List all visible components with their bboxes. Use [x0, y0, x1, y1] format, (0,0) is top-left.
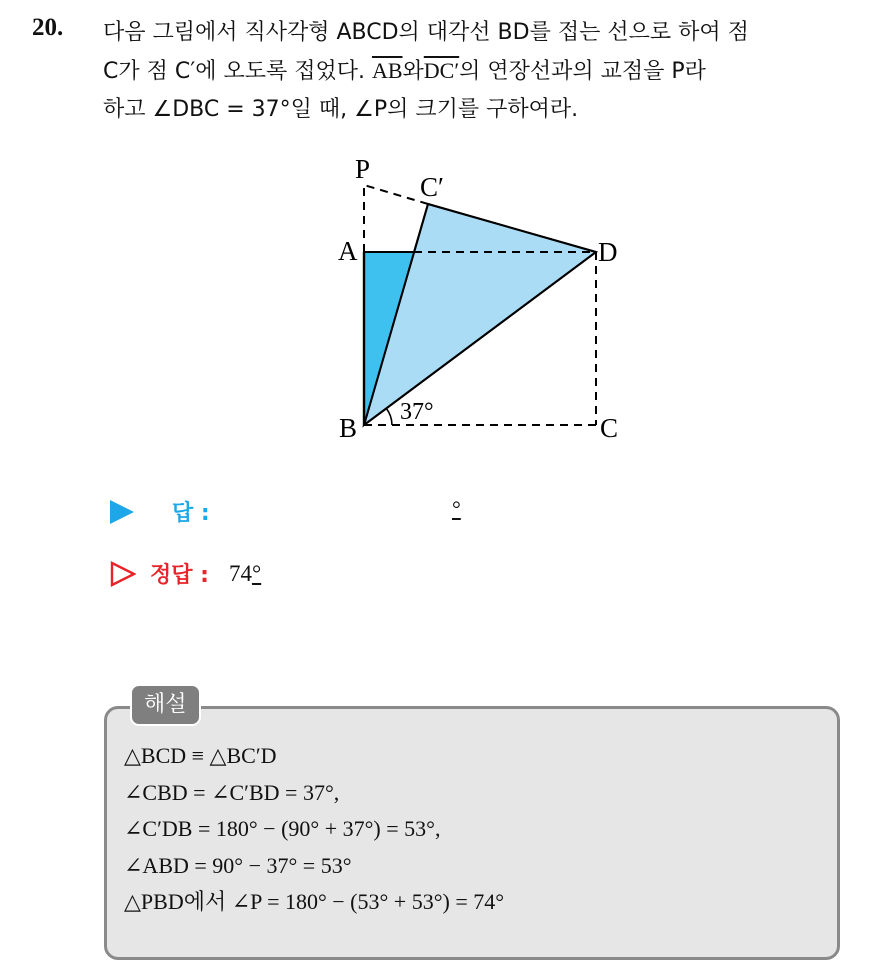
segment-ab: $\overline{AB}$ [371, 58, 403, 83]
problem-line-2-and: 와 [402, 59, 424, 84]
segment-dc-prime: DC′ [423, 58, 460, 83]
outline-triangle-icon [110, 561, 136, 587]
problem-number: 20. [32, 14, 64, 41]
label-c: C [600, 413, 619, 443]
solution-line-3: ∠C′DB = 180° − (90° + 37°) = 53°, [124, 816, 441, 841]
label-b: B [339, 413, 358, 443]
correct-answer-unit: ° [251, 560, 262, 586]
angle-label-37: 37° [400, 399, 434, 425]
angle-arc-37 [386, 408, 392, 425]
solution-line-4: ∠ABD = 90° − 37° = 53° [124, 852, 352, 878]
answer-input-row [110, 496, 210, 527]
correct-answer-value [229, 561, 261, 587]
answer-input-blank[interactable]: ° [452, 496, 461, 521]
problem-line-3: 하고 ∠DBC = 37°일 때, ∠P의 크기를 구하여라. [103, 97, 579, 122]
dashed-c-prime-p [364, 185, 428, 204]
correct-answer-number: 74 [228, 560, 252, 586]
label-p: P [355, 154, 371, 184]
label-d: D [598, 237, 618, 267]
correct-answer-row [110, 558, 261, 589]
correct-answer-label: 정답 : [150, 563, 209, 588]
solution-line-2: ∠CBD = ∠C′BD = 37°, [124, 779, 340, 805]
answer-input-label: 답 : [172, 501, 210, 526]
problem-text [103, 14, 873, 129]
label-a: A [338, 236, 358, 266]
solution-line-5: △PBD에서 ∠P = 180° − (53° + 53°) = 74° [124, 889, 505, 914]
folded-rectangle-figure [300, 150, 640, 450]
solution-line-1: △BCD ≡ △BC′D [124, 743, 277, 768]
problem-line-2-tail: 의 연장선과의 교점을 P라 [459, 59, 706, 84]
solution-tag: 해설 [130, 684, 201, 726]
label-c-prime: C′ [420, 172, 444, 202]
triangle-bc-prime-d [364, 204, 596, 425]
filled-triangle-icon [110, 500, 134, 524]
problem-line-2-head: C가 점 C′에 오도록 접었다. [103, 59, 372, 84]
problem-line-2 [103, 52, 873, 91]
problem-line-1: 다음 그림에서 직사각형 ABCD의 대각선 BD를 접는 선으로 하여 점 [103, 20, 749, 45]
solution-lines [124, 738, 504, 921]
